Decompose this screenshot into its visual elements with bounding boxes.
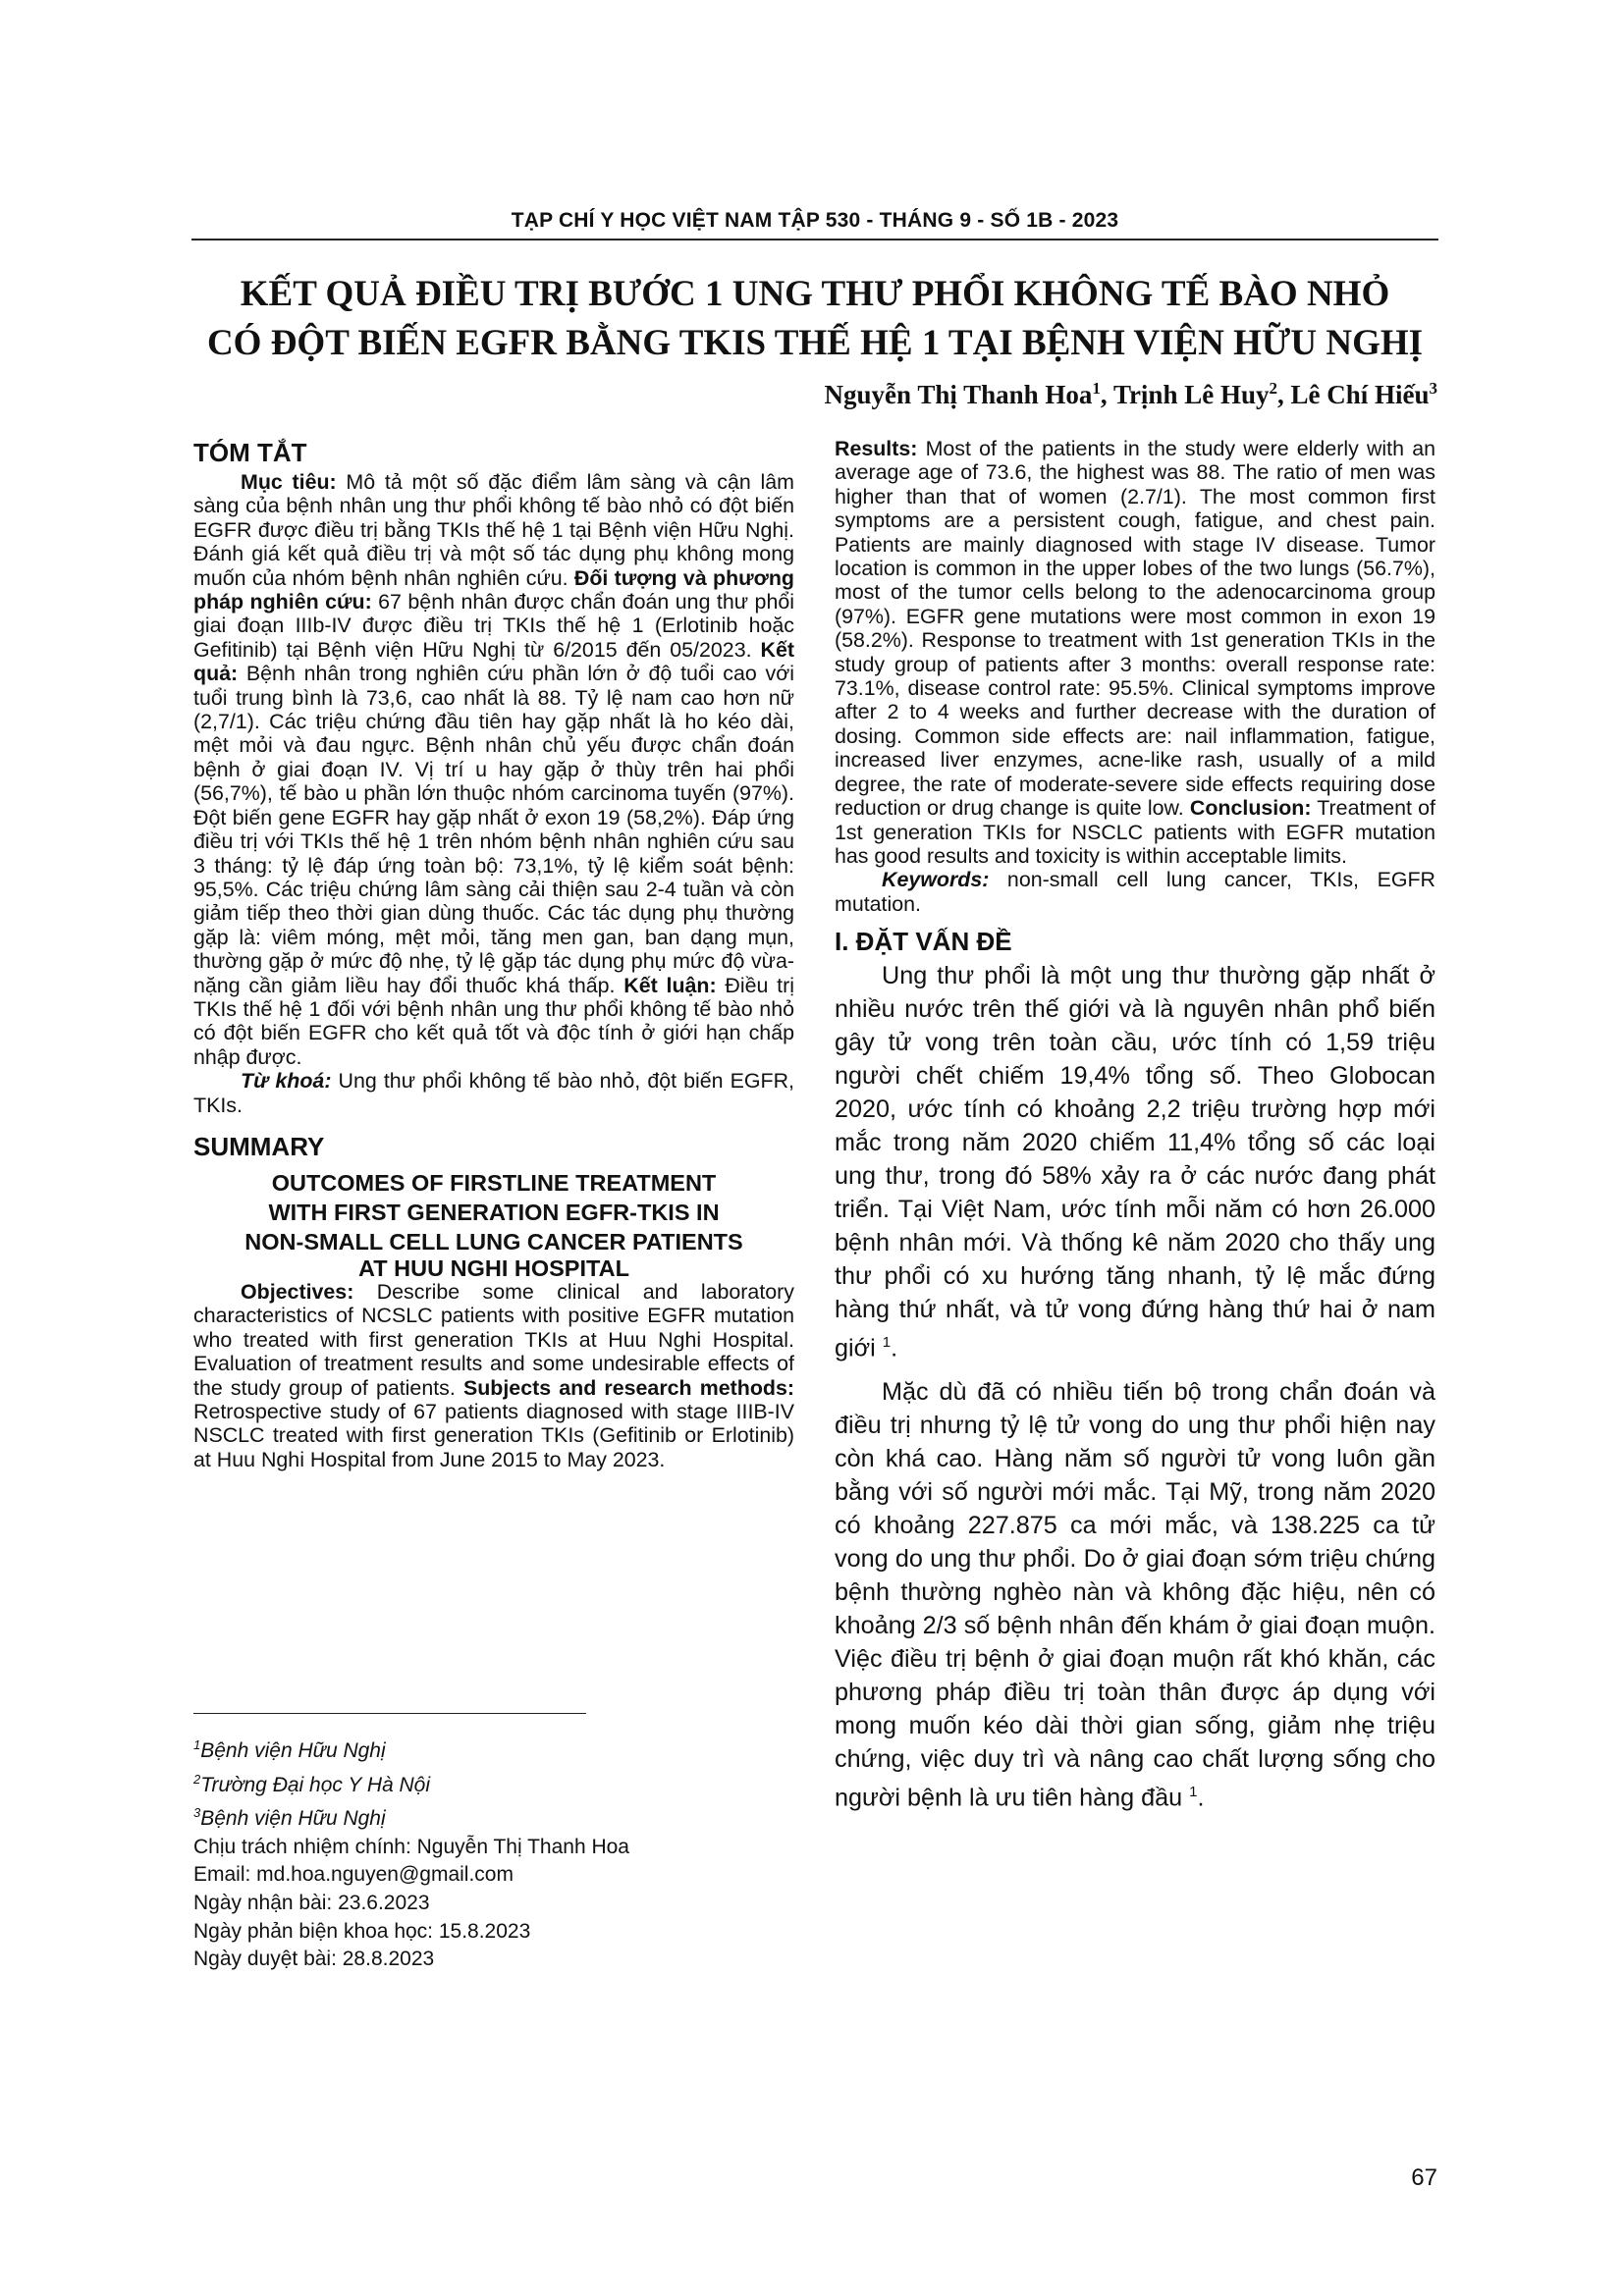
summary-label: Results:: [835, 437, 918, 460]
abstract-label: Đối tượng và phương pháp nghiên cứu:: [193, 565, 794, 614]
intro-text: .: [1197, 1783, 1205, 1811]
footnote-marker: 3: [193, 1805, 201, 1821]
right-column: [835, 437, 1435, 1814]
intro-text: .: [891, 1334, 898, 1362]
corresponding-author: Chịu trách nhiệm chính: Nguyễn Thị Thanh Hoa: [193, 1835, 629, 1858]
header-divider: [191, 239, 1438, 240]
summary-paragraph: [193, 1280, 794, 1471]
page-number: 67: [1411, 2164, 1437, 2191]
abstract-text: Bệnh nhân trong nghiên cứu phần lớn ở độ tuổi cao với tuổi trung bình là 73,6, cao nhất là 88. Tỷ lệ nam cao hơn nữ (2,7/1). Các triệu chứng đầu tiên hay gặp nhất là ho kéo dài, mệt mỏi và đau ngực. Bệnh nhân chủ yếu được chẩn đoán bệnh ở giai đoạn IV. Vị trí u hay gặp ở thùy trên hai phổi (56,7%), tế bào u phần lớn thuộc nhóm carcinoma tuyến (97%). Đột biến gene EGFR hay gặp nhất ở exon 19 (58,2%). Đáp ứng điều trị với TKIs thế hệ 1 trên nhóm bệnh nhân nghiên cứu sau 3 tháng: tỷ lệ đáp ứng toàn bộ: 73,1%, tỷ lệ kiểm soát bệnh: 95,5%. Các triệu chứng lâm sàng cải thiện sau 2-4 tuần và còn giảm tiếp theo thời gian dùng thuốc. Các tác dụng phụ thường gặp là: viêm móng, mệt mỏi, tăng men gan, ban dạng mụn, thường gặp ở mức độ nhẹ, tỷ lệ gặp tác dụng phụ mức độ vừa-nặng cần giảm liều hay đổi thuốc khá thấp.: [193, 662, 794, 997]
affiliation-footnote: [193, 1766, 783, 1800]
summary-title-line: AT HUU NGHI HOSPITAL: [358, 1255, 629, 1281]
intro-text: Ung thư phổi là một ung thư thường gặp nhất ở nhiều nước trên thế giới và là nguyên nhân phổ biến gây tử vong trên toàn cầu, ước tính có 1,59 triệu người chết chiếm 19,4% tổng số. Theo Globocan 2020, ước tính có khoảng 2,2 triệu trường hợp mới mắc trong năm 2020 chiếm 11,4% tổng số các loại ung thư, trong đó 58% xảy ra ở các nước đang phát triển. Tại Việt Nam, ước tính mỗi năm có hơn 26.000 bệnh nhân mới. Và thống kê năm 2020 cho thấy ung thư phổi có xu hướng tăng nhanh, tỷ lệ mắc đứng hàng thứ nhất, và tử vong đứng hàng thứ hai ở nam giới: [835, 962, 1435, 1362]
summary-label: Subjects and research methods:: [462, 1375, 794, 1400]
citation-ref: 1: [882, 1334, 892, 1352]
abstract-text: 67 bệnh nhân được chẩn đoán ung thư phổi giai đoạn IIIb-IV được điều trị TKIs thế hệ 1 (Erlotinib hoặc Gefitinib) tại Bệnh viện Hữu Nghị từ 6/2015 đến 05/2023.: [193, 590, 794, 662]
summary-text: Describe some clinical and laboratory characteristics of NCSLC patients with positive EGFR mutation who treated with first generation TKIs at Huu Nghi Hospital. Evaluation of treatment results and some undesirable effects of the study group of patients.: [193, 1279, 794, 1400]
affiliation-footnote: [193, 1799, 783, 1834]
title-line: CÓ ĐỘT BIẾN EGFR BẰNG TKIS THẾ HỆ 1 TẠI BỆNH VIỆN HỮU NGHỊ: [206, 323, 1424, 363]
author-name: Nguyễn Thị Thanh Hoa: [824, 380, 1093, 409]
author-separator: ,: [1100, 380, 1113, 409]
intro-heading: I. ĐẶT VẤN ĐỀ: [835, 927, 1012, 957]
footnote-text: Bệnh viện Hữu Nghị: [200, 1807, 386, 1831]
approval-date: Ngày duyệt bài: 28.8.2023: [193, 1948, 435, 1971]
affiliation-marker: 2: [1269, 379, 1277, 398]
abstract-text: Điều trị TKIs thế hệ 1 đối với bệnh nhân ung thư phổi không tế bào nhỏ có đột biến EGFR cho kết quả tốt và độc tính ở giới hạn chấp nhập được.: [193, 973, 794, 1069]
article-title: [191, 270, 1438, 368]
title-line: KẾT QUẢ ĐIỀU TRỊ BƯỚC 1 UNG THƯ PHỔI KHÔNG TẾ BÀO NHỎ: [240, 274, 1390, 314]
intro-paragraph: [835, 1375, 1435, 1814]
left-column: [193, 437, 794, 1471]
author-name: Trịnh Lê Huy: [1112, 380, 1270, 409]
footnote-divider: [193, 1713, 586, 1714]
abstract-text: Mô tả một số đặc điểm lâm sàng và cận lâm sàng của bệnh nhân ung thư phổi không tế bào nhỏ có đột biến EGFR được điều trị bằng TKIs thế hệ 1 tại Bệnh viện Hữu Nghị. Đánh giá kết quả điều trị và một số tác dụng phụ không mong muốn của nhóm bệnh nhân nghiên cứu.: [193, 470, 794, 590]
intro-paragraph: [835, 959, 1435, 1364]
summary-title-line: NON-SMALL CELL LUNG CANCER PATIENTS: [244, 1228, 743, 1255]
affiliation-marker: 1: [1092, 379, 1101, 398]
affiliation-footnote: [193, 1732, 783, 1766]
abstract-label: Mục tiêu:: [241, 470, 337, 494]
received-date: Ngày nhận bài: 23.6.2023: [193, 1891, 430, 1914]
summary-title-line: WITH FIRST GENERATION EGFR-TKIS IN: [268, 1199, 720, 1225]
keywords-label: Keywords:: [882, 868, 990, 892]
author-list: [825, 379, 1437, 410]
summary-title-line: OUTCOMES OF FIRSTLINE TREATMENT: [271, 1169, 717, 1196]
summary-label: Objectives:: [241, 1279, 354, 1304]
keywords-label: Từ khoá:: [241, 1069, 332, 1094]
author-name: Lê Chí Hiếu: [1290, 380, 1430, 409]
summary-label: Conclusion:: [1189, 796, 1312, 821]
contact-email: Email: md.hoa.nguyen@gmail.com: [193, 1863, 514, 1887]
running-header: TẠP CHÍ Y HỌC VIỆT NAM TẬP 530 - THÁNG 9 - SỐ 1B - 2023: [511, 209, 1119, 232]
footnote-marker: 2: [193, 1771, 201, 1787]
keywords-text: Ung thư phổi không tế bào nhỏ, đột biến EGFR, TKIs.: [193, 1069, 795, 1117]
citation-ref: 1: [1189, 1783, 1198, 1800]
keywords-vi: [193, 1069, 794, 1117]
summary-text: Most of the patients in the study were elderly with an average age of 73.6, the highest was 88. The ratio of men was higher than that of women (2.7/1). The most common first symptoms are a persistent cough, fatigue, and chest pain. Patients are mainly diagnosed with stage IV disease. Tumor location is common in the upper lobes of the two lungs (56.7%), most of the tumor cells belong to the adenocarcinoma group (97%). EGFR gene mutations were most common in exon 19 (58.2%). Response to treatment with 1st generation TKIs in the study group of patients after 3 months: overall response rate: 73.1%, disease control rate: 95.5%. Clinical symptoms improve after 2 to 4 weeks and further decrease with the duration of dosing. Common side effects are: nail inflammation, fatigue, increased liver enzymes, acne-like rash, usually of a mild degree, the rate of moderate-severe side effects requiring dose reduction or drug change is quite low.: [835, 437, 1435, 821]
keywords-en: [835, 868, 1435, 916]
summary-text: Retrospective study of 67 patients diagnosed with stage IIIB-IV NSCLC treated with first generation TKIs (Gefitinib or Erlotinib) at Huu Nghi Hospital from June 2015 to May 2023.: [193, 1400, 794, 1471]
abstract-vi-paragraph: [193, 470, 794, 1069]
abstract-label: Kết quả:: [193, 637, 794, 686]
summary-title: [193, 1168, 794, 1280]
summary-heading: SUMMARY: [193, 1131, 325, 1161]
abstract-vi-heading: TÓM TẮT: [193, 438, 307, 467]
footnote-text: Bệnh viện Hữu Nghị: [200, 1739, 386, 1762]
keywords-text: non-small cell lung cancer, TKIs, EGFR mutation.: [835, 868, 1435, 916]
affiliation-marker: 3: [1429, 379, 1437, 398]
abstract-label: Kết luận:: [623, 973, 717, 997]
intro-text: Mặc dù đã có nhiều tiến bộ trong chẩn đoán và điều trị nhưng tỷ lệ tử vong do ung thư phổi hiện nay còn khá cao. Hàng năm số người tử vong luôn gần bằng với số người mới mắc. Tại Mỹ, trong năm 2020 có khoảng 227.875 ca mới mắc, và 138.225 ca tử vong do ung thư phổi. Do ở giai đoạn sớm triệu chứng bệnh thường nghèo nàn và không đặc hiệu, nên có khoảng 2/3 số bệnh nhân đến khám ở giai đoạn muộn. Việc điều trị bệnh ở giai đoạn muộn rất khó khăn, các phương pháp điều trị toàn thân được áp dụng với mong muốn kéo dài thời gian sống, giảm nhẹ triệu chứng, việc duy trì và nâng cao chất lượng sống cho người bệnh là ưu tiên hàng đầu: [835, 1377, 1435, 1811]
summary-text: Treatment of 1st generation TKIs for NSCLC patients with EGFR mutation has good results and toxicity is within acceptable limits.: [835, 796, 1435, 868]
review-date: Ngày phản biện khoa học: 15.8.2023: [193, 1919, 531, 1943]
footnote-text: Trường Đại học Y Hà Nội: [200, 1773, 431, 1796]
footnote-marker: 1: [193, 1737, 201, 1752]
footnotes: [193, 1713, 783, 1974]
author-separator: ,: [1276, 380, 1291, 409]
summary-paragraph-continued: [835, 437, 1435, 868]
